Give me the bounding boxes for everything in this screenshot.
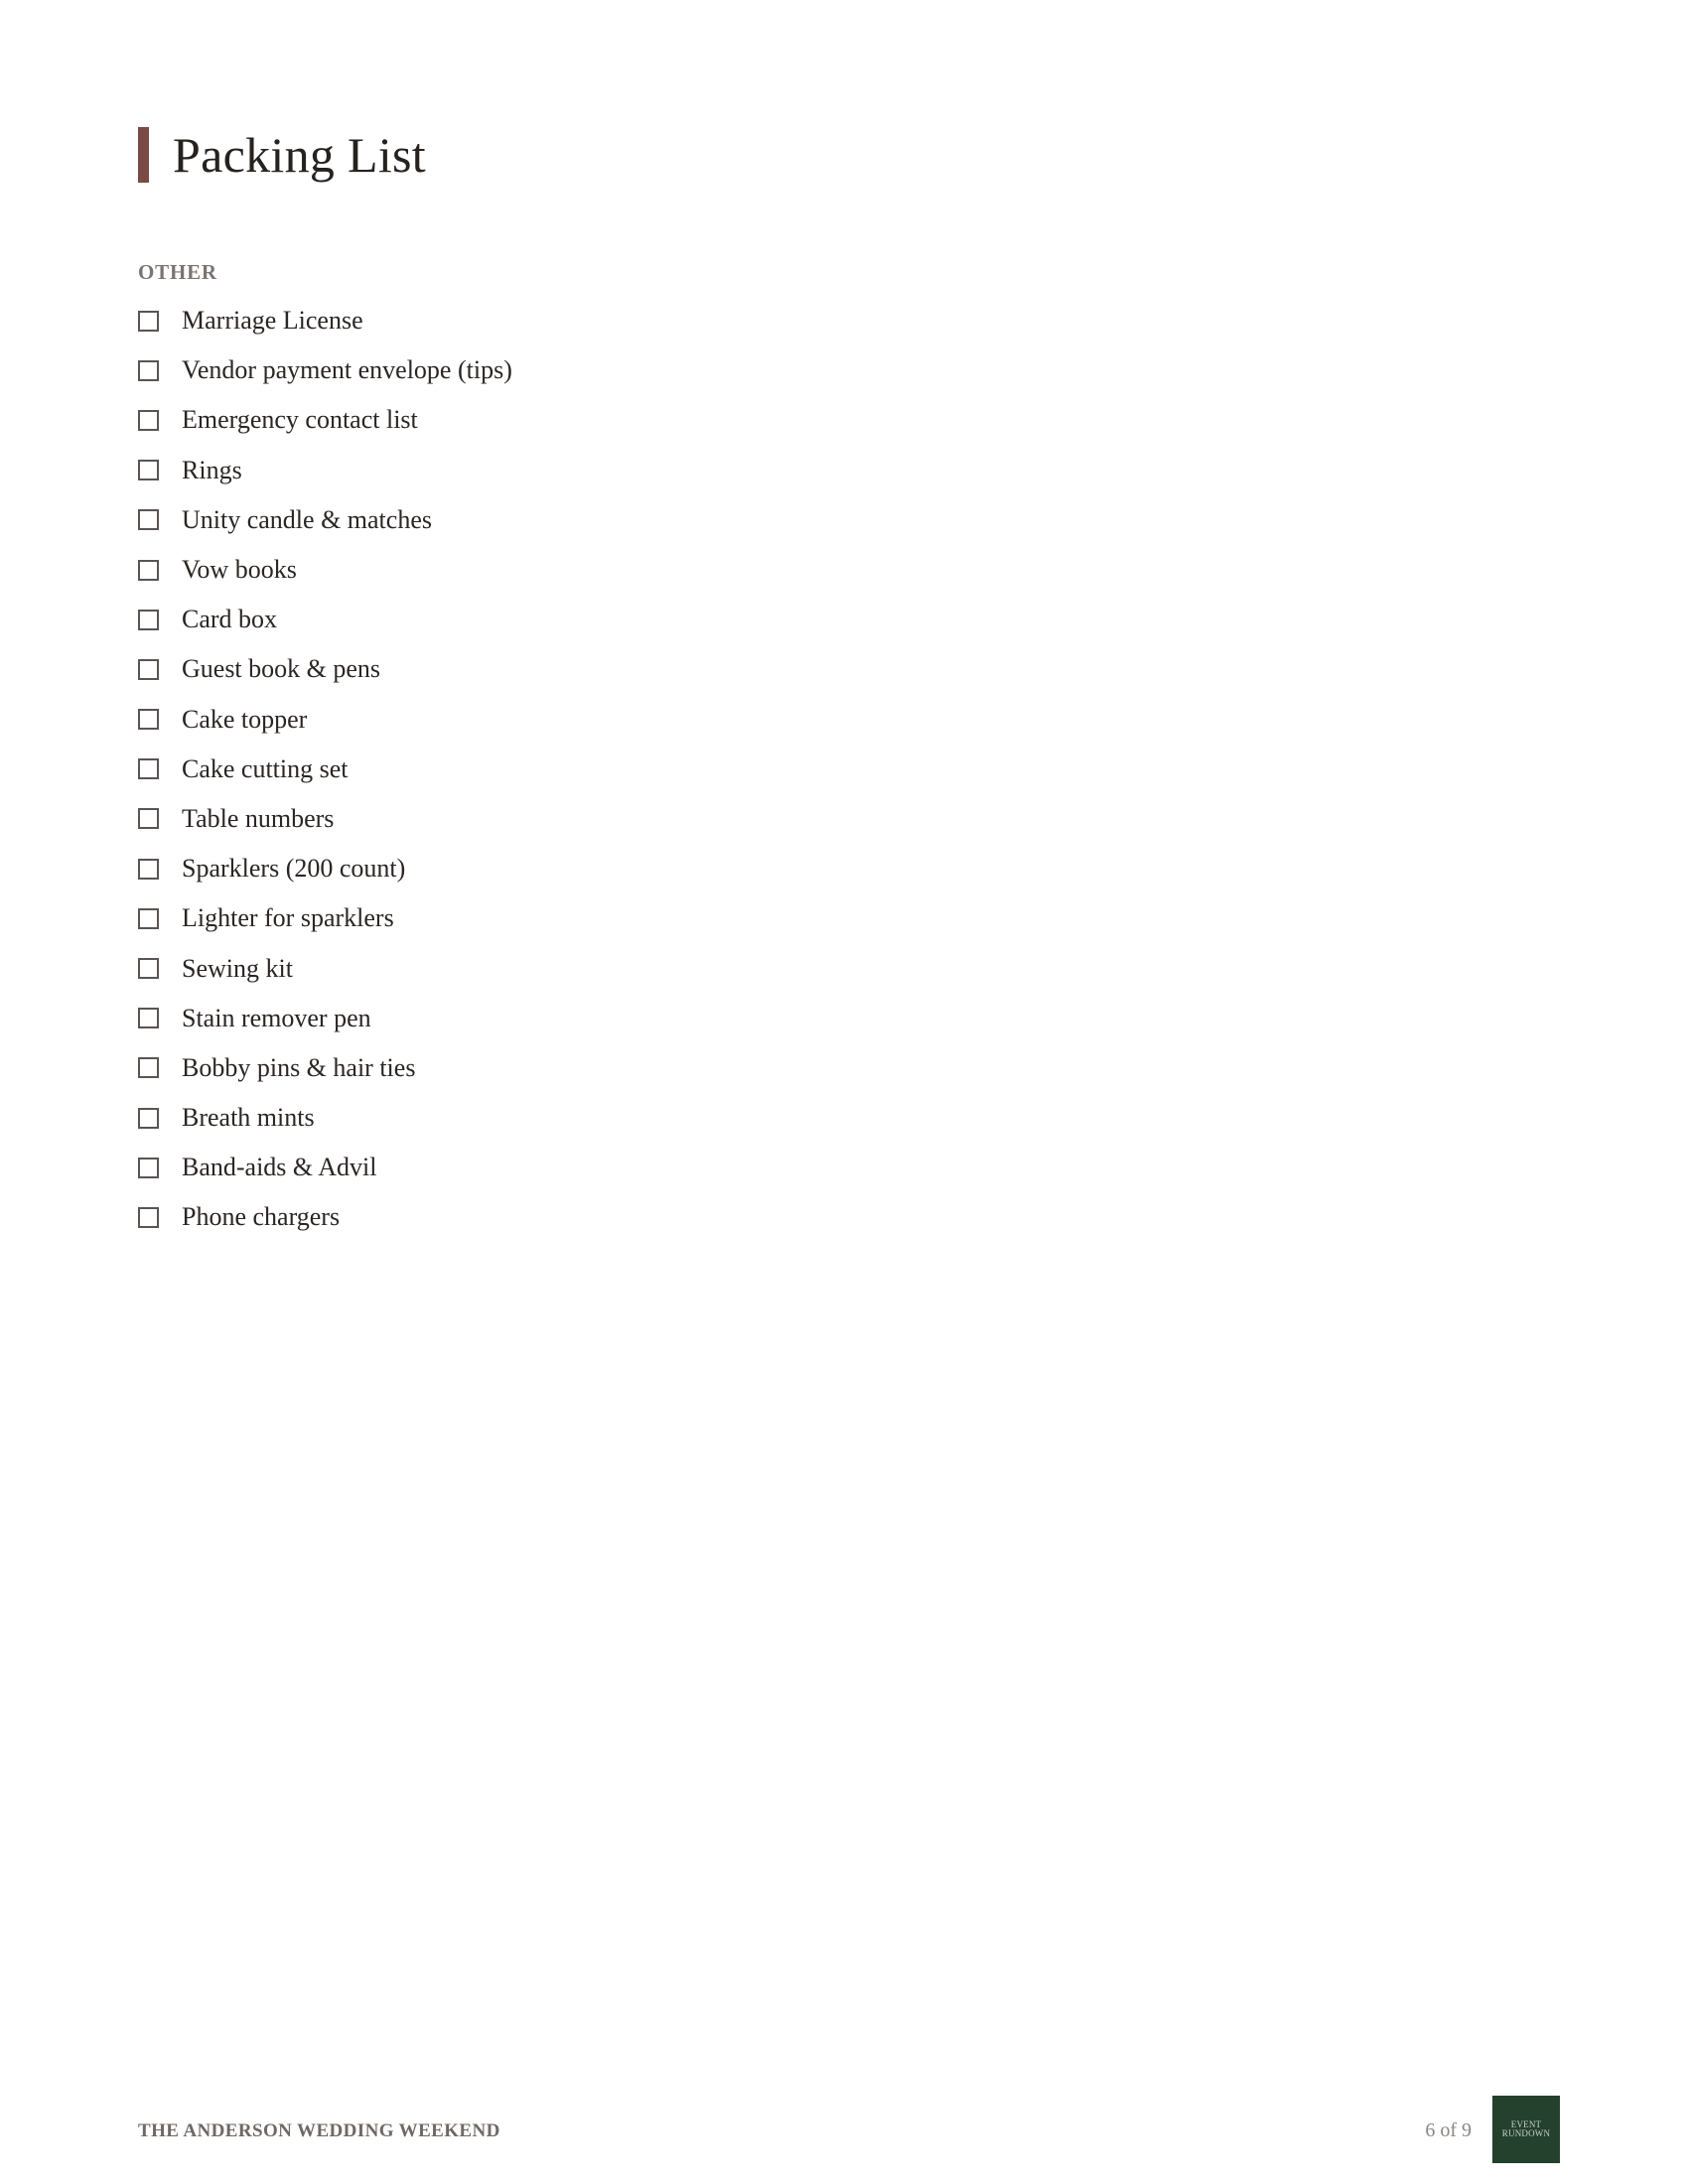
section-label-other: OTHER	[138, 260, 217, 284]
checklist-item-label: Unity candle & matches	[182, 504, 432, 534]
checklist-item-label: Table numbers	[182, 803, 335, 833]
checkbox[interactable]	[138, 460, 159, 480]
checklist-item	[138, 1043, 512, 1093]
checkbox[interactable]	[138, 360, 159, 381]
title-accent-bar	[138, 127, 149, 183]
checkbox[interactable]	[138, 560, 159, 581]
checklist-item	[138, 695, 512, 745]
checklist-item-label: Bobby pins & hair ties	[182, 1052, 416, 1082]
checkbox[interactable]	[138, 758, 159, 779]
checklist-item	[138, 296, 512, 345]
checkbox[interactable]	[138, 410, 159, 431]
checklist-item	[138, 1093, 512, 1143]
checklist-item	[138, 644, 512, 694]
checklist-item-label: Marriage License	[182, 306, 363, 336]
checklist-item	[138, 446, 512, 495]
checkbox[interactable]	[138, 311, 159, 332]
checklist-item-label: Sparklers (200 count)	[182, 854, 406, 884]
checkbox[interactable]	[138, 1207, 159, 1228]
footer-document-title: THE ANDERSON WEDDING WEEKEND	[138, 2120, 500, 2141]
page-header	[138, 127, 426, 183]
checklist-item	[138, 495, 512, 545]
checklist-item	[138, 794, 512, 844]
checklist-item-label: Vow books	[182, 555, 297, 585]
checklist-item	[138, 844, 512, 893]
checklist-item-label: Sewing kit	[182, 953, 293, 983]
checklist-item-label: Card box	[182, 605, 278, 634]
brand-logo-line2: RUNDOWN	[1501, 2128, 1551, 2138]
page-number: 6 of 9	[1425, 2119, 1472, 2141]
checklist-item-label: Cake cutting set	[182, 753, 349, 783]
checkbox[interactable]	[138, 908, 159, 929]
checkbox[interactable]	[138, 808, 159, 829]
checklist-item	[138, 595, 512, 644]
brand-logo-line1: EVENT	[1510, 2119, 1542, 2129]
brand-logo	[1492, 2096, 1560, 2163]
checklist-item	[138, 395, 512, 445]
checkbox[interactable]	[138, 859, 159, 880]
packing-checklist	[138, 296, 512, 1243]
checkbox[interactable]	[138, 509, 159, 530]
checklist-item	[138, 994, 512, 1043]
checklist-item-label: Band-aids & Advil	[182, 1153, 377, 1182]
checklist-item	[138, 545, 512, 595]
checkbox[interactable]	[138, 610, 159, 630]
checkbox[interactable]	[138, 958, 159, 979]
checkbox[interactable]	[138, 1158, 159, 1178]
checkbox[interactable]	[138, 1057, 159, 1078]
checklist-item	[138, 893, 512, 943]
checklist-item	[138, 345, 512, 395]
checklist-item-label: Stain remover pen	[182, 1003, 371, 1032]
checklist-item	[138, 1192, 512, 1242]
checklist-item-label: Guest book & pens	[182, 654, 381, 684]
checklist-item	[138, 1143, 512, 1192]
checklist-item-label: Phone chargers	[182, 1202, 341, 1232]
checklist-item	[138, 745, 512, 794]
page-title: Packing List	[173, 127, 426, 183]
checkbox[interactable]	[138, 1108, 159, 1129]
checkbox[interactable]	[138, 1008, 159, 1028]
checklist-item-label: Emergency contact list	[182, 405, 418, 435]
checklist-item-label: Rings	[182, 455, 242, 484]
checklist-item-label: Lighter for sparklers	[182, 903, 394, 933]
checklist-item-label: Breath mints	[182, 1103, 315, 1133]
checklist-item	[138, 943, 512, 993]
checklist-item-label: Vendor payment envelope (tips)	[182, 355, 512, 385]
checkbox[interactable]	[138, 709, 159, 730]
checkbox[interactable]	[138, 659, 159, 680]
checklist-item-label: Cake topper	[182, 704, 308, 734]
